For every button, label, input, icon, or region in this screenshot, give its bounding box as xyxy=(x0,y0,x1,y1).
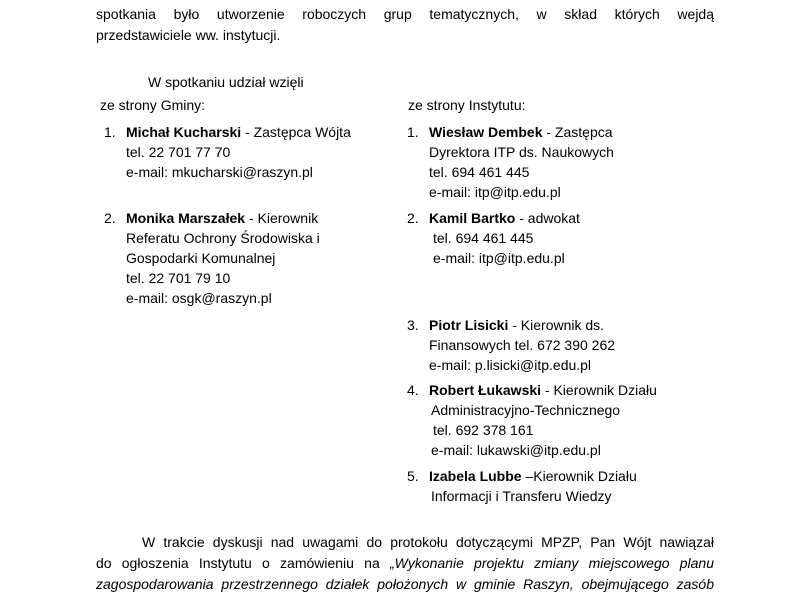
list-number: 1. xyxy=(407,124,419,140)
person-email: e-mail: itp@itp.edu.pl xyxy=(433,250,565,266)
person-detail-line: Informacji i Transferu Wiedzy xyxy=(431,488,612,504)
person-role: - Zastępca Wójta xyxy=(241,124,351,140)
person-role: - Kierownik ds. xyxy=(508,317,605,333)
discussion-paragraph xyxy=(96,532,714,594)
institute-person-3 xyxy=(407,315,615,375)
person-detail-line: Gospodarki Komunalnej xyxy=(126,250,276,266)
person-name: Monika Marszałek xyxy=(126,210,246,226)
list-number: 2. xyxy=(104,210,116,226)
person-phone: tel. 694 461 445 xyxy=(429,164,530,180)
person-email: e-mail: osgk@raszyn.pl xyxy=(126,290,272,306)
person-name: Michał Kucharski xyxy=(126,124,242,140)
person-role: - Zastępca xyxy=(542,124,613,140)
list-number: 2. xyxy=(407,210,419,226)
person-email: e-mail: p.lisicki@itp.edu.pl xyxy=(429,357,592,373)
discussion-line-1: W trakcie dyskusji nad uwagami do protokołu dotyczącymi MPZP, Pan Wójt nawiązał xyxy=(142,534,714,550)
person-role: - Kierownik Działu xyxy=(541,382,657,398)
institute-person-4 xyxy=(407,380,657,460)
person-name: Piotr Lisicki xyxy=(429,317,509,333)
person-phone: tel. 694 461 445 xyxy=(433,230,534,246)
intro-paragraph xyxy=(96,4,714,45)
person-name: Izabela Lubbe xyxy=(429,468,522,484)
institute-person-2 xyxy=(407,208,580,268)
person-detail-line: Referatu Ochrony Środowiska i xyxy=(126,230,320,246)
discussion-line-2-italic: „Wykonanie projektu zmiany miejscowego planu xyxy=(389,555,714,571)
person-name: Robert Łukawski xyxy=(429,382,542,398)
intro-line-1: spotkania było utworzenie roboczych grup tematycznych, w skład których wejdą xyxy=(96,6,714,22)
gmina-person-1 xyxy=(104,122,351,182)
list-number: 3. xyxy=(407,317,419,333)
person-phone: tel. 22 701 79 10 xyxy=(126,270,231,286)
discussion-line-2-plain: do ogłoszenia Instytutu o zamówieniu na xyxy=(96,555,390,571)
discussion-line-2 xyxy=(96,553,714,573)
discussion-line-3-italic: zagospodarowania przestrzennego działek położonych w gminie Raszyn, obejmującego zasób xyxy=(96,576,714,592)
person-phone: Finansowych tel. 672 390 262 xyxy=(429,337,616,353)
discussion-line-3 xyxy=(96,574,714,594)
person-role: - adwokat xyxy=(515,210,580,226)
institute-person-1 xyxy=(407,122,614,202)
list-number: 5. xyxy=(407,468,419,484)
gmina-person-2 xyxy=(104,208,320,308)
intro-line-2: przedstawiciele ww. instytucji. xyxy=(96,27,281,43)
participants-heading: W spotkaniu udział wzięli xyxy=(148,74,304,90)
person-phone: tel. 692 378 161 xyxy=(433,422,534,438)
institute-header: ze strony Instytutu: xyxy=(408,97,526,113)
person-detail-line: Administracyjno-Technicznego xyxy=(431,402,621,418)
person-name: Kamil Bartko xyxy=(429,210,516,226)
person-role: –Kierownik Działu xyxy=(521,468,637,484)
person-email: e-mail: mkucharski@raszyn.pl xyxy=(126,164,313,180)
list-number: 1. xyxy=(104,124,116,140)
institute-person-5 xyxy=(407,466,637,506)
person-role: - Kierownik xyxy=(245,210,319,226)
person-name: Wiesław Dembek xyxy=(429,124,543,140)
list-number: 4. xyxy=(407,382,419,398)
person-email: e-mail: itp@itp.edu.pl xyxy=(429,184,561,200)
person-detail-line: Dyrektora ITP ds. Naukowych xyxy=(429,144,614,160)
person-phone: tel. 22 701 77 70 xyxy=(126,144,231,160)
person-email: e-mail: lukawski@itp.edu.pl xyxy=(431,442,601,458)
gmina-header: ze strony Gminy: xyxy=(100,97,206,113)
